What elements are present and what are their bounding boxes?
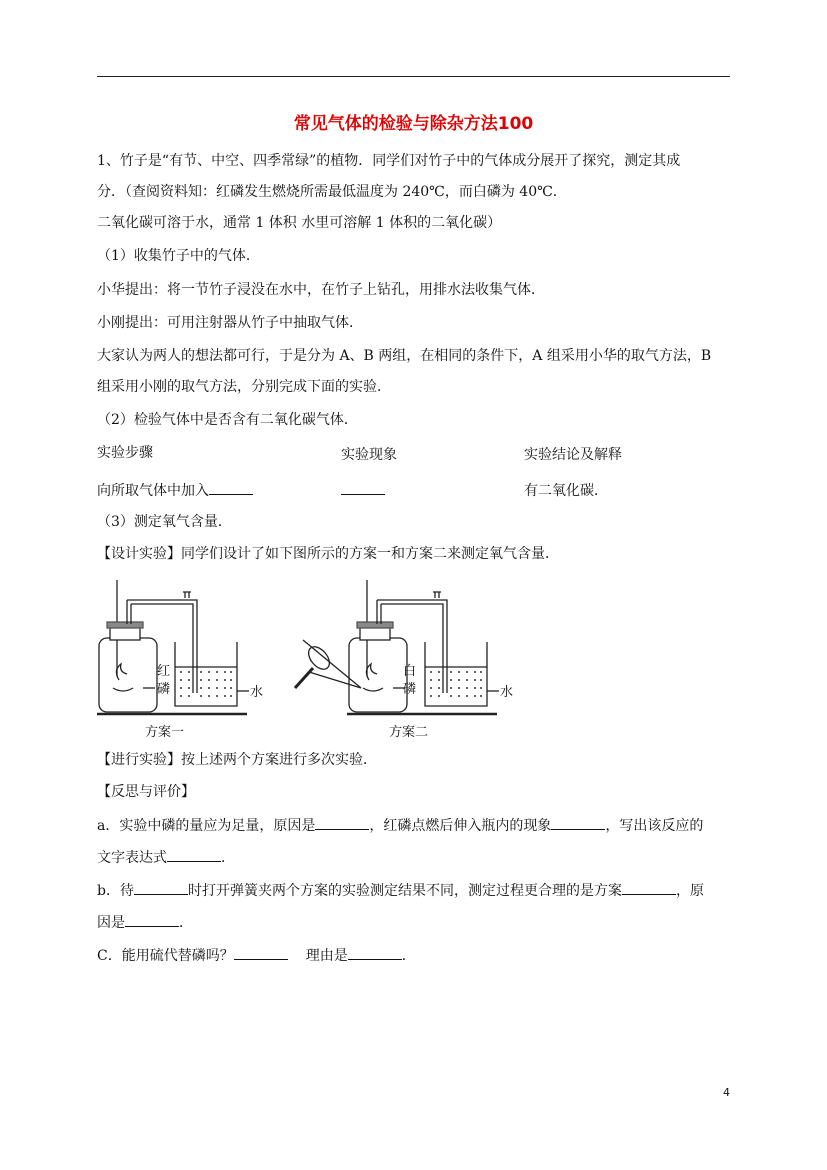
design-text: 【设计实验】同学们设计了如下图所示的方案一和方案二来测定氧气含量． — [97, 546, 559, 562]
qa-text-4: 文字表达式 — [97, 850, 167, 866]
table-header-phenomenon: 实验现象 — [341, 447, 397, 463]
answer-blank[interactable] — [125, 912, 179, 927]
question-a-line-2 — [97, 847, 235, 867]
page-number: 4 — [723, 1086, 730, 1099]
group-text-1: 大家认为两人的想法都可行，于是分为 A、B 两组，在相同的条件下，A 组采用小华的取气方法，B — [97, 348, 712, 364]
qb-text-2: 时打开弹簧夹两个方案的实验测定结果不同，测定过程更合理的是方案 — [187, 883, 622, 899]
period: ． — [179, 915, 193, 931]
qc-text-1: C．能用硫代替磷吗？ — [97, 948, 234, 964]
header-rule — [97, 76, 730, 77]
subsection-2: （2）检验气体中是否含有二氧化碳气体． — [97, 412, 358, 428]
answer-blank[interactable] — [134, 880, 188, 895]
table-row-phenomenon — [341, 480, 385, 499]
qc-text-2: 理由是 — [305, 948, 348, 964]
qb-text-4: 因是 — [97, 915, 125, 931]
answer-blank[interactable] — [551, 815, 605, 830]
scheme-one-caption: 方案一 — [145, 725, 185, 740]
period: ． — [221, 850, 235, 866]
table-row-step — [97, 480, 253, 500]
scheme-one-water — [180, 671, 232, 697]
magnifier-icon — [295, 640, 361, 688]
red-phosphorus-label-2: 磷 — [157, 682, 171, 697]
scheme-two-apparatus — [347, 580, 499, 714]
table-row-conclusion: 有二氧化碳． — [524, 483, 608, 499]
reflect-heading: 【反思与评价】 — [97, 784, 195, 800]
qa-text-2: ，红磷点燃后伸入瓶内的现象 — [369, 818, 552, 834]
subsection-1: （1）收集竹子中的气体． — [97, 248, 260, 264]
qa-text-3: ，写出该反应的 — [605, 818, 704, 834]
answer-blank[interactable] — [341, 480, 385, 495]
answer-blank[interactable] — [622, 880, 676, 895]
qa-text-1: a．实验中磷的量应为足量，原因是 — [97, 818, 316, 834]
scheme-two-water — [430, 671, 482, 697]
white-phosphorus-label-1: 白 — [403, 664, 417, 679]
water-label-2: 水 — [500, 685, 514, 700]
question-a-line-1 — [97, 815, 703, 835]
group-text-2: 组采用小刚的取气方法，分别完成下面的实验． — [97, 379, 391, 395]
answer-blank[interactable] — [167, 847, 221, 862]
subsection-3: （3）测定氧气含量． — [97, 514, 232, 530]
scheme-two-caption: 方案二 — [389, 725, 429, 740]
conduct-text: 【进行实验】按上述两个方案进行多次实验． — [97, 752, 377, 768]
red-phosphorus-label-1: 红 — [157, 664, 171, 679]
white-phosphorus-label-2: 磷 — [403, 682, 417, 697]
step-text: 向所取气体中加入 — [97, 483, 209, 499]
table-header-step: 实验步骤 — [97, 445, 153, 461]
page-title: 常见气体的检验与除杂方法100 — [293, 114, 534, 134]
xiaohua-text: 小华提出：将一节竹子浸没在水中，在竹子上钻孔，用排水法收集气体． — [97, 282, 545, 298]
table-header-conclusion: 实验结论及解释 — [524, 447, 622, 463]
period: ． — [401, 948, 416, 964]
question-c-line — [97, 945, 416, 965]
apparatus-figure — [97, 580, 527, 745]
q1-line-3: 二氧化碳可溶于水，通常 1 体积 水里可溶解 1 体积的二氧化碳） — [97, 215, 502, 231]
question-b-line-1 — [97, 880, 704, 900]
answer-blank[interactable] — [209, 480, 253, 495]
answer-blank[interactable] — [348, 945, 402, 960]
xiaogang-text: 小刚提出：可用注射器从竹子中抽取气体． — [97, 315, 363, 331]
q1-line-1: 1、竹子是“有节、中空、四季常绿”的植物．同学们对竹子中的气体成分展开了探究，测定其成 — [97, 153, 681, 169]
water-label-1: 水 — [250, 685, 264, 700]
answer-blank[interactable] — [234, 945, 288, 960]
qb-text-3: ，原 — [675, 883, 704, 899]
qb-text-1: b．待 — [97, 883, 134, 899]
question-b-line-2 — [97, 912, 193, 932]
scheme-one-apparatus — [97, 580, 249, 714]
answer-blank[interactable] — [315, 815, 369, 830]
q1-line-2: 分．（查阅资料知：红磷发生燃烧所需最低温度为 240℃，而白磷为 40℃． — [97, 184, 567, 200]
